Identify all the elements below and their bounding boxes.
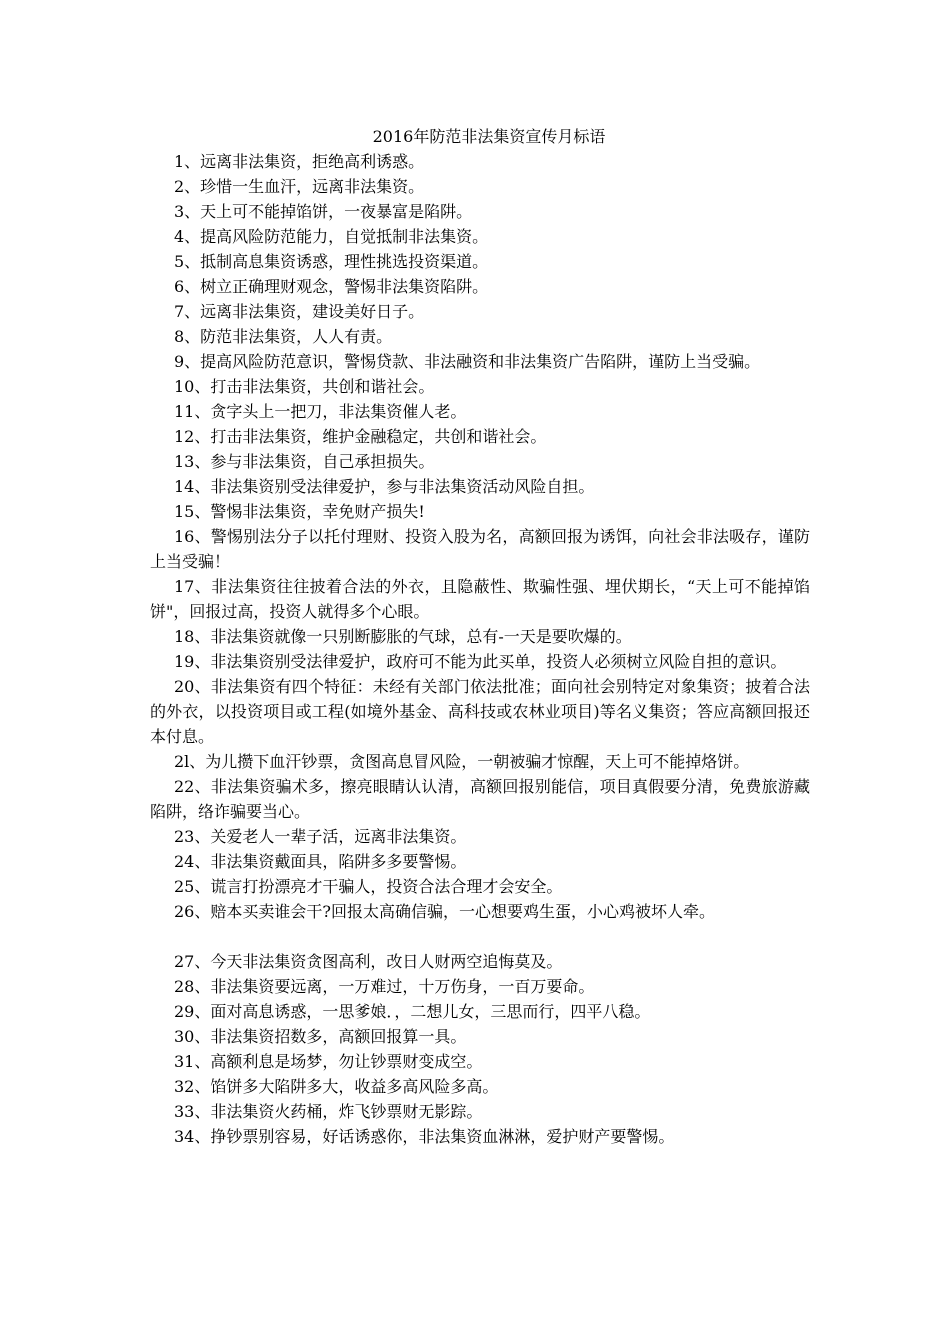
slogan-item: 2l、为儿攒下血汗钞票，贪图高息冒风险，一朝被骗才惊醒，天上可不能掉烙饼。 bbox=[174, 752, 750, 771]
slogan-item: 11、贪字头上一把刀，非法集资催人老。 bbox=[174, 402, 467, 421]
slogan-item: 23、关爱老人一辈子活，远离非法集资。 bbox=[174, 827, 467, 846]
slogan-item: 25、谎言打扮漂亮才干骗人，投资合法合理才会安全。 bbox=[174, 877, 563, 896]
slogan-item: 33、非法集资火药桶，炸飞钞票财无影踪。 bbox=[174, 1102, 483, 1121]
slogan-item: 27、今天非法集资贪图高利，改日人财两空追悔莫及。 bbox=[174, 952, 563, 971]
slogan-item: 13、参与非法集资，自己承担损失。 bbox=[174, 452, 435, 471]
slogan-item: 5、抵制高息集资诱惑，理性挑选投资渠道。 bbox=[174, 252, 489, 271]
slogan-item: 22、非法集资骗术多，擦亮眼睛认认清，高额回报别能信，项目真假要分清，免费旅游藏陷阱，络诈骗要当心。 bbox=[150, 777, 810, 821]
slogan-item: 31、高额利息是场梦，勿让钞票财变成空。 bbox=[174, 1052, 483, 1071]
slogan-list bbox=[150, 149, 810, 1149]
slogan-item: 29、面对高息诱惑，一思爹娘．，二想儿女，三思而行，四平八稳。 bbox=[174, 1002, 651, 1021]
slogan-item: 18、非法集资就像一只别断膨胀的气球，总有-一天是要吹爆的。 bbox=[174, 627, 632, 646]
document-title: 2016年防范非法集资宣传月标语 bbox=[372, 127, 606, 146]
slogan-item: 32、馅饼多大陷阱多大，收益多高风险多高。 bbox=[174, 1077, 499, 1096]
slogan-item: 24、非法集资戴面具，陷阱多多要警惕。 bbox=[174, 852, 467, 871]
slogan-item: 14、非法集资别受法律爱护，参与非法集资活动风险自担。 bbox=[174, 477, 595, 496]
slogan-item: 16、警惕别法分子以托付理财、投资入股为名，高额回报为诱饵，向社会非法吸存，谨防上当受骗！ bbox=[150, 527, 810, 571]
slogan-item: 19、非法集资别受法律爱护，政府可不能为此买单，投资人必须树立风险自担的意识。 bbox=[174, 652, 787, 671]
slogan-item: 12、打击非法集资，维护金融稳定，共创和谐社会。 bbox=[174, 427, 547, 446]
slogan-item: 17、非法集资往往披着合法的外衣，且隐蔽性、欺骗性强、埋伏期长，“天上可不能掉馅饼"，回报过高，投资人就得多个心眼。 bbox=[150, 577, 810, 621]
slogan-item: 8、防范非法集资，人人有责。 bbox=[174, 327, 393, 346]
slogan-item: 1、远离非法集资，拒绝高利诱惑。 bbox=[174, 152, 425, 171]
slogan-item: 9、提高风险防范意识，警惕贷款、非法融资和非法集资广告陷阱，谨防上当受骗。 bbox=[174, 352, 761, 371]
slogan-item: 7、远离非法集资，建设美好日子。 bbox=[174, 302, 425, 321]
slogan-item: 3、天上可不能掉馅饼，一夜暴富是陷阱。 bbox=[174, 202, 473, 221]
slogan-item: 34、挣钞票别容易，好话诱惑你，非法集资血淋淋，爱护财产要警惕。 bbox=[174, 1127, 675, 1146]
slogan-item: 15、警惕非法集资，幸免财产损失! bbox=[174, 502, 425, 521]
slogan-item: 2、珍惜一生血汗，远离非法集资。 bbox=[174, 177, 425, 196]
slogan-item: 4、提高风险防范能力，自觉抵制非法集资。 bbox=[174, 227, 489, 246]
slogan-item: 20、非法集资有四个特征：未经有关部门依法批准；面向社会别特定对象集资；披着合法的外衣，以投资项目或工程(如境外基金、高科技或农林业项目)等名义集资；答应高额回报还本付息。 bbox=[150, 677, 810, 746]
slogan-item: 28、非法集资要远离，一万难过，十万伤身，一百万要命。 bbox=[174, 977, 595, 996]
slogan-item: 26、赔本买卖谁会干?回报太高确信骗，一心想要鸡生蛋，小心鸡被坏人牵。 bbox=[174, 902, 715, 921]
slogan-item: 30、非法集资招数多，高额回报算一具。 bbox=[174, 1027, 467, 1046]
slogan-item: 6、树立正确理财观念，警惕非法集资陷阱。 bbox=[174, 277, 489, 296]
slogan-item: 10、打击非法集资，共创和谐社会。 bbox=[174, 377, 435, 396]
document-page bbox=[150, 124, 810, 1149]
